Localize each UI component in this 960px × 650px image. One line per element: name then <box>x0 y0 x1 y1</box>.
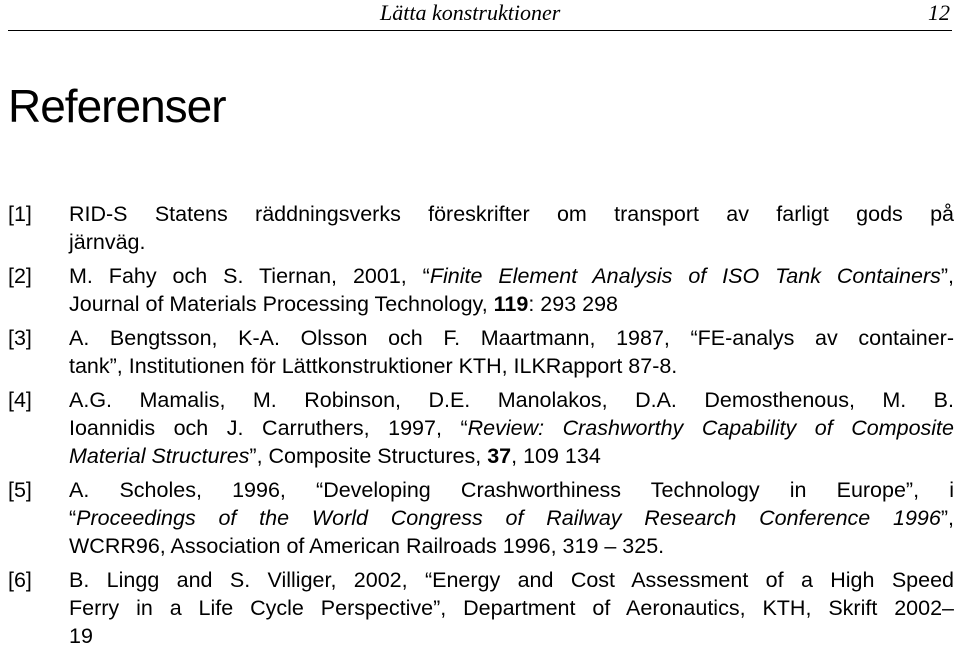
reference-number: [2] <box>8 264 32 288</box>
reference-segment: A.G. Mamalis, M. Robinson, D.E. Manolakos, D.A. Demosthenous, M. B. <box>69 388 954 412</box>
reference-segment: ”, <box>940 506 954 530</box>
reference-line <box>69 228 954 256</box>
reference-number: [1] <box>8 202 32 226</box>
volume-number: 119 <box>493 292 529 316</box>
reference-segment: ”, Composite Structures, <box>249 444 488 468</box>
reference-line <box>69 414 954 442</box>
reference-line <box>69 262 954 290</box>
reference-segment: A. Scholes, 1996, “Developing Crashworthiness Technology in Europe”, i <box>69 478 954 502</box>
reference-segment: “ <box>69 506 77 530</box>
reference-line <box>69 532 954 560</box>
reference-line <box>69 290 954 318</box>
reference-segment: : 293 298 <box>528 292 619 316</box>
reference-segment: 19 <box>69 624 93 648</box>
reference-segment: tank”, Institutionen för Lättkonstruktioner KTH, ILKRapport 87-8. <box>69 354 678 378</box>
reference-number: [5] <box>8 478 32 502</box>
reference-line <box>69 386 954 414</box>
italic-title: Finite Element Analysis of ISO Tank Containers <box>429 264 941 288</box>
reference-segment: Ioannidis och J. Carruthers, 1997, “ <box>69 416 468 440</box>
reference-text <box>69 324 954 380</box>
running-header <box>8 0 952 31</box>
section-heading: Referenser <box>8 80 226 132</box>
reference-number: [3] <box>8 326 32 350</box>
reference-segment: ”, <box>940 264 954 288</box>
running-header-title: Lätta konstruktioner <box>380 0 561 25</box>
reference-segment: A. Bengtsson, K-A. Olsson och F. Maartmann, 1987, “FE-analys av container- <box>69 326 954 350</box>
reference-number: [4] <box>8 388 32 412</box>
reference-line <box>69 566 954 594</box>
reference-line <box>69 504 954 532</box>
italic-title: Review: Crashworthy Capability of Composite <box>467 416 954 440</box>
reference-number: [6] <box>8 568 32 592</box>
reference-segment: RID-S Statens räddningsverks föreskrifter om transport av farligt gods på <box>69 202 954 226</box>
reference-segment: Journal of Materials Processing Technology, <box>69 292 494 316</box>
page-number: 12 <box>928 0 950 25</box>
reference-segment: WCRR96, Association of American Railroads 1996, 319 – 325. <box>69 534 665 558</box>
reference-line <box>69 442 954 470</box>
italic-title: Proceedings of the World Congress of Railway Research Conference 1996 <box>76 506 941 530</box>
reference-line <box>69 476 954 504</box>
reference-line <box>69 200 954 228</box>
reference-text <box>69 566 954 650</box>
reference-text <box>69 386 954 470</box>
reference-segment: M. Fahy och S. Tiernan, 2001, “ <box>69 264 430 288</box>
italic-title: Material Structures <box>69 444 250 468</box>
reference-segment: B. Lingg and S. Villiger, 2002, “Energy and Cost Assessment of a High Speed <box>69 568 954 592</box>
reference-text <box>69 476 954 560</box>
reference-segment: järnväg. <box>69 230 146 254</box>
reference-line <box>69 324 954 352</box>
volume-number: 37 <box>487 444 512 468</box>
reference-line <box>69 352 954 380</box>
reference-text <box>69 200 954 256</box>
reference-line <box>69 622 954 650</box>
reference-text <box>69 262 954 318</box>
reference-segment: Ferry in a Life Cycle Perspective”, Department of Aeronautics, KTH, Skrift 2002– <box>69 596 954 620</box>
reference-line <box>69 594 954 622</box>
reference-segment: , 109 134 <box>511 444 601 468</box>
